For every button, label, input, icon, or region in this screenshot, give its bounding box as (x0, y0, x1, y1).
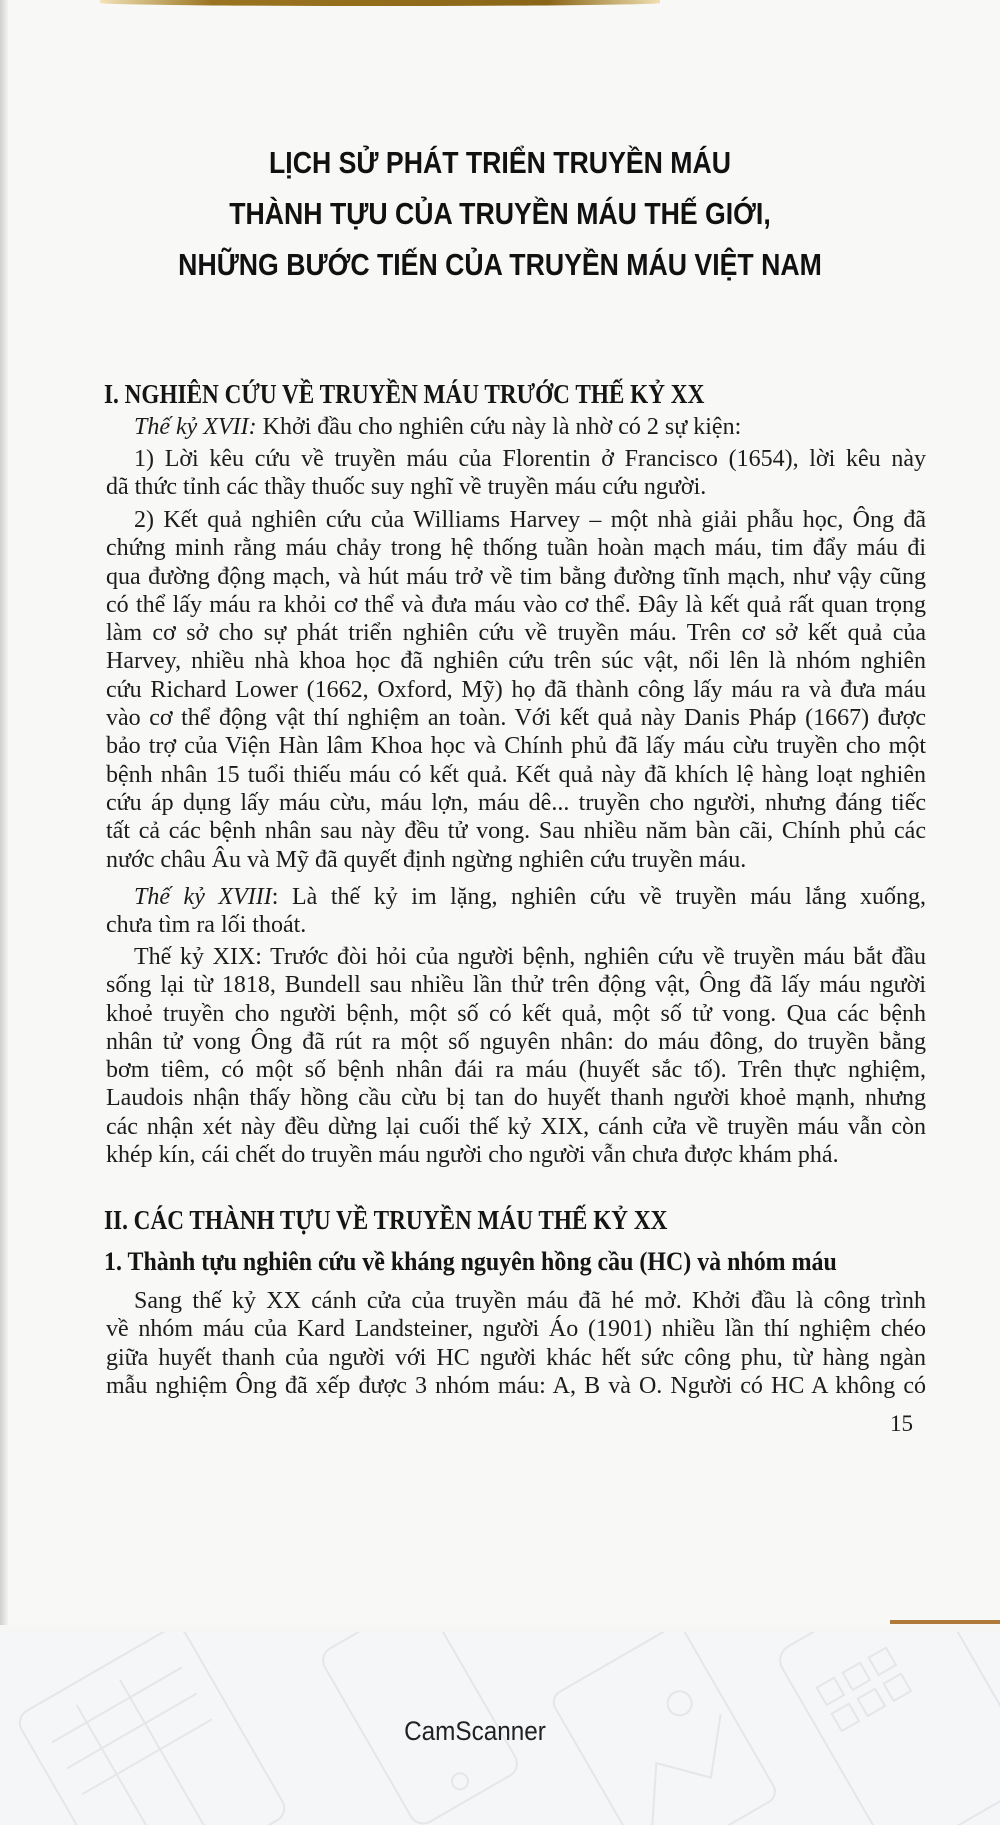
text-line: khép kín, cái chết do truyền máu người cho người vẫn chưa được khám phá. (106, 1142, 839, 1169)
text-line: nhân tử vong Ông đã rút ra một số nguyên nhân: do máu đông, do truyền bằng (106, 1028, 926, 1055)
chapter-title-line-3: NHỮNG BƯỚC TIẾN CỦA TRUYỀN MÁU VIỆT NAM (178, 247, 822, 282)
text-line: Sang thế kỷ XX cánh cửa của truyền máu đã hé mở. Khởi đầu là công trình (134, 1288, 926, 1314)
text-line: về nhóm máu của Kard Landsteiner, người Áo (1901) nhiều lần thí nghiệm chéo (106, 1316, 926, 1343)
chapter-title-line-2: THÀNH TỰU CỦA TRUYỀN MÁU THẾ GIỚI, (229, 196, 771, 231)
century-label: Thế kỷ XVII: (134, 414, 257, 440)
text-line (106, 883, 926, 911)
paragraph-17th-century (106, 413, 926, 441)
paragraph-event-1 (106, 445, 926, 502)
chapter-title-line-1: LỊCH SỬ PHÁT TRIỂN TRUYỀN MÁU (268, 145, 732, 180)
paragraph-18th-century (106, 883, 926, 940)
text-line: làm cơ sở cho sự phát triển nghiên cứu về truyền máu. Trên cơ sở kết quả của (106, 620, 926, 647)
text-line: giữa huyết thanh của người với HC người khác hết sức công phu, từ hàng ngàn (106, 1344, 926, 1371)
section-2-heading: II. CÁC THÀNH TỰU VỀ TRUYỀN MÁU THẾ KỶ XX (104, 1205, 668, 1235)
text-line: tất cả các bệnh nhân sau này đều tử vong. Sau nhiều năm bàn cãi, Chính phủ các (106, 818, 926, 845)
text-line: cứu Richard Lower (1662, Oxford, Mỹ) họ đã thành công lấy máu ra và đưa máu (106, 676, 926, 703)
camscanner-brand: CamScanner (404, 1716, 546, 1746)
text-line: 1) Lời kêu cứu về truyền máu của Florentin ở Francisco (1654), lời kêu này (134, 446, 926, 472)
scanner-footer (0, 1632, 1000, 1825)
page-edge-shadow (0, 0, 8, 1625)
text-line: mẫu nghiệm Ông đã xếp được 3 nhóm máu: A, B và O. Người có HC A không có (106, 1372, 926, 1399)
text-line: khoẻ truyền cho người bệnh, một số có kết quả, một số tử vong. Qua các bệnh (106, 1000, 926, 1027)
text-line: sống lại từ 1818, Bundell sau nhiều lần thử trên động vật, Ông đã lấy máu người (106, 972, 926, 999)
text-line: Thế kỷ XIX: Trước đòi hỏi của người bệnh, nghiên cứu về truyền máu bắt đầu (134, 944, 926, 970)
text-line: bảo trợ của Viện Hàn lâm Khoa học và Chính phủ đã lấy máu cừu truyền cho một (106, 733, 926, 760)
text-line (106, 413, 926, 441)
text-line: chưa tìm ra lối thoát. (106, 912, 307, 939)
text-line: 2) Kết quả nghiên cứu của Williams Harvey – một nhà giải phẫu học, Ông đã (134, 507, 926, 533)
text-line: chứng minh rằng máu chảy trong hệ thống tuần hoàn mạch máu, tim đẩy máu đi (106, 535, 926, 562)
section-1-heading: I. NGHIÊN CỨU VỀ TRUYỀN MÁU TRƯỚC THẾ KỶ XX (104, 379, 705, 409)
paragraph-event-2 (106, 506, 926, 874)
text-line: bơm tiêm, có một số bệnh nhân đái ra máu (huyết sắc tố). Trên thực nghiệm, (106, 1057, 926, 1084)
text-span: Khởi đầu cho nghiên cứu này là nhờ có 2 sự kiện: (256, 414, 742, 440)
paragraph-20th-century (106, 1287, 926, 1400)
text-line: dã thức tỉnh các thầy thuốc suy nghĩ về truyền máu cứu người. (106, 474, 707, 501)
text-line: qua đường động mạch, và hút máu trở về tim bằng đường tĩnh mạch, như vậy cũng (106, 563, 926, 590)
book-cover-edge (100, 0, 660, 6)
page-number: 15 (890, 1411, 913, 1436)
text-line: Harvey, nhiều nhà khoa học đã nghiên cứu trên súc vật, nổi lên là nhóm nghiên (106, 648, 926, 675)
text-line: có thể lấy máu ra khỏi cơ thể và đưa máu vào cơ thể. Đây là kết quả rất quan trọng (106, 591, 926, 618)
text-line: các nhận xét này đều dừng lại cuối thế kỷ XIX, cánh cửa về truyền máu vẫn còn (106, 1113, 926, 1140)
text-line: bệnh nhân 15 tuổi thiếu máu có kết quả. Kết quả này đã khích lệ hàng loạt nghiên (106, 761, 926, 788)
text-line: cứu áp dụng lấy máu cừu, máu lợn, máu dê... truyền cho người, nhưng đáng tiếc (106, 789, 926, 816)
paragraph-19th-century (106, 943, 926, 1169)
book-cover-edge-bottom (890, 1620, 1000, 1624)
text-span: : Là thế kỷ im lặng, nghiên cứu về truyền máu lắng xuống, (271, 884, 926, 910)
century-label: Thế kỷ XVIII (134, 884, 272, 910)
text-line: vào cơ thể động vật thí nghiệm an toàn. Với kết quả này Danis Pháp (1667) được (106, 705, 926, 732)
subsection-1-heading: 1. Thành tựu nghiên cứu về kháng nguyên hồng cầu (HC) và nhóm máu (104, 1247, 837, 1276)
text-line: nước châu Âu và Mỹ đã quyết định ngừng nghiên cứu truyền máu. (106, 846, 747, 873)
text-line: Laudois nhận thấy hồng cầu cừu bị tan do huyết thanh người khoẻ mạnh, nhưng (106, 1085, 926, 1112)
